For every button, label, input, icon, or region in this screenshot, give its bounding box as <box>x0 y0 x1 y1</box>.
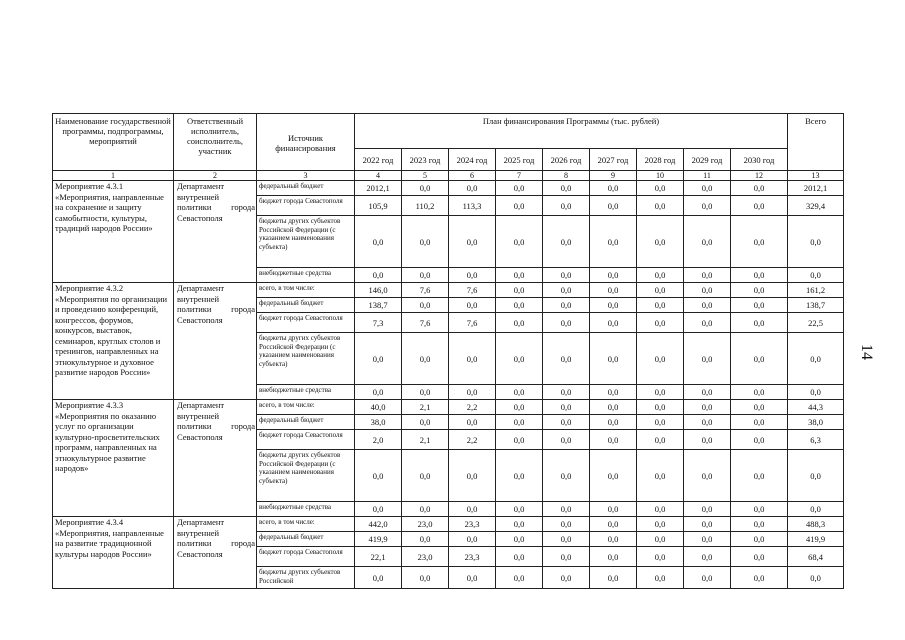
amount-cell: 0,0 <box>402 268 449 283</box>
funding-source: бюджеты других субъектов Российской Федерации (с указанием наименования субъекта) <box>257 450 355 502</box>
amount-cell: 0,0 <box>684 298 731 313</box>
amount-cell: 0,0 <box>684 283 731 298</box>
amount-cell: 0,0 <box>402 567 449 589</box>
funding-source: бюджеты других субъектов Российской Федерации (с указанием наименования субъекта) <box>257 333 355 385</box>
column-number: 9 <box>590 171 637 181</box>
amount-cell: 0,0 <box>731 567 788 589</box>
funding-source: бюджет города Севастополя <box>257 430 355 450</box>
year-header: 2023 год <box>402 149 449 171</box>
amount-cell: 0,0 <box>543 283 590 298</box>
amount-cell: 0,0 <box>731 333 788 385</box>
measure-name: Мероприятие 4.3.2 «Мероприятия по организации и проведению конференций, конгрессов, форумов, конкурсов, выставок, семинаров, круглых столов и тренингов, направленных на этнокультурное и духовное развитие народов России» <box>53 283 174 400</box>
table-row <box>53 517 844 532</box>
amount-cell: 0,0 <box>449 502 496 517</box>
total-cell: 2012,1 <box>788 181 844 196</box>
amount-cell: 0,0 <box>402 450 449 502</box>
funding-source: внебюджетные средства <box>257 502 355 517</box>
year-header: 2024 год <box>449 149 496 171</box>
amount-cell: 0,0 <box>496 196 543 216</box>
amount-cell: 0,0 <box>731 430 788 450</box>
column-number: 7 <box>496 171 543 181</box>
amount-cell: 0,0 <box>402 181 449 196</box>
header-executor: Ответственный исполнитель, соисполнитель, участник <box>174 114 257 171</box>
funding-source: внебюджетные средства <box>257 385 355 400</box>
amount-cell: 0,0 <box>731 532 788 547</box>
funding-source: бюджеты других субъектов Российской Федерации (с указанием наименования субъекта) <box>257 216 355 268</box>
amount-cell: 0,0 <box>684 313 731 333</box>
header-total: Всего <box>788 114 844 171</box>
amount-cell: 0,0 <box>496 567 543 589</box>
amount-cell: 0,0 <box>637 216 684 268</box>
amount-cell: 0,0 <box>684 430 731 450</box>
amount-cell: 0,0 <box>496 415 543 430</box>
amount-cell: 0,0 <box>402 298 449 313</box>
column-number: 8 <box>543 171 590 181</box>
amount-cell: 0,0 <box>543 298 590 313</box>
funding-source: бюджеты других субъектов Российской <box>257 567 355 589</box>
amount-cell: 7,6 <box>449 283 496 298</box>
funding-source: бюджет города Севастополя <box>257 196 355 216</box>
year-header: 2029 год <box>684 149 731 171</box>
amount-cell: 0,0 <box>637 547 684 567</box>
amount-cell: 0,0 <box>355 268 402 283</box>
amount-cell: 0,0 <box>684 517 731 532</box>
total-cell: 0,0 <box>788 502 844 517</box>
total-cell: 0,0 <box>788 216 844 268</box>
amount-cell: 0,0 <box>684 196 731 216</box>
funding-source: всего, в том числе: <box>257 283 355 298</box>
amount-cell: 2,2 <box>449 400 496 415</box>
amount-cell: 0,0 <box>637 181 684 196</box>
amount-cell: 2,1 <box>402 400 449 415</box>
amount-cell: 0,0 <box>449 216 496 268</box>
amount-cell: 0,0 <box>543 547 590 567</box>
amount-cell: 0,0 <box>684 502 731 517</box>
column-number: 3 <box>257 171 355 181</box>
funding-source: бюджет города Севастополя <box>257 547 355 567</box>
amount-cell: 0,0 <box>731 313 788 333</box>
amount-cell: 0,0 <box>684 400 731 415</box>
amount-cell: 138,7 <box>355 298 402 313</box>
amount-cell: 0,0 <box>684 532 731 547</box>
amount-cell: 0,0 <box>590 450 637 502</box>
amount-cell: 0,0 <box>402 415 449 430</box>
header-name: Наименование государственной программы, подпрограммы, мероприятий <box>53 114 174 171</box>
amount-cell: 0,0 <box>637 517 684 532</box>
amount-cell: 0,0 <box>496 400 543 415</box>
total-cell: 0,0 <box>788 268 844 283</box>
amount-cell: 23,0 <box>402 517 449 532</box>
amount-cell: 0,0 <box>637 298 684 313</box>
amount-cell: 0,0 <box>449 181 496 196</box>
amount-cell: 0,0 <box>684 216 731 268</box>
amount-cell: 0,0 <box>731 181 788 196</box>
total-cell: 68,4 <box>788 547 844 567</box>
amount-cell: 0,0 <box>637 313 684 333</box>
funding-source: федеральный бюджет <box>257 532 355 547</box>
amount-cell: 23,3 <box>449 547 496 567</box>
total-cell: 161,2 <box>788 283 844 298</box>
amount-cell: 2,2 <box>449 430 496 450</box>
amount-cell: 7,6 <box>402 313 449 333</box>
amount-cell: 0,0 <box>590 400 637 415</box>
amount-cell: 7,3 <box>355 313 402 333</box>
amount-cell: 0,0 <box>590 502 637 517</box>
amount-cell: 0,0 <box>590 333 637 385</box>
year-header: 2027 год <box>590 149 637 171</box>
amount-cell: 0,0 <box>731 298 788 313</box>
amount-cell: 0,0 <box>543 333 590 385</box>
amount-cell: 442,0 <box>355 517 402 532</box>
amount-cell: 2,0 <box>355 430 402 450</box>
total-cell: 0,0 <box>788 567 844 589</box>
year-header: 2025 год <box>496 149 543 171</box>
amount-cell: 0,0 <box>637 567 684 589</box>
amount-cell: 22,1 <box>355 547 402 567</box>
amount-cell: 0,0 <box>731 502 788 517</box>
amount-cell: 0,0 <box>637 283 684 298</box>
amount-cell: 0,0 <box>684 450 731 502</box>
measure-executor: Департамент внутренней политики города Севастополя <box>174 517 257 589</box>
amount-cell: 0,0 <box>731 547 788 567</box>
amount-cell: 0,0 <box>543 400 590 415</box>
amount-cell: 0,0 <box>496 450 543 502</box>
column-number: 6 <box>449 171 496 181</box>
measure-name: Мероприятие 4.3.4 «Мероприятия, направленные на развитие традиционной культуры народов России» <box>53 517 174 589</box>
amount-cell: 0,0 <box>496 517 543 532</box>
amount-cell: 0,0 <box>637 430 684 450</box>
column-number: 5 <box>402 171 449 181</box>
amount-cell: 0,0 <box>355 333 402 385</box>
amount-cell: 40,0 <box>355 400 402 415</box>
column-number: 13 <box>788 171 844 181</box>
header-source: Источник финансирования <box>257 114 355 171</box>
total-cell: 38,0 <box>788 415 844 430</box>
amount-cell: 7,6 <box>402 283 449 298</box>
funding-source: всего, в том числе: <box>257 400 355 415</box>
amount-cell: 0,0 <box>731 415 788 430</box>
column-number: 10 <box>637 171 684 181</box>
amount-cell: 0,0 <box>590 216 637 268</box>
amount-cell: 23,3 <box>449 517 496 532</box>
amount-cell: 110,2 <box>402 196 449 216</box>
amount-cell: 0,0 <box>637 333 684 385</box>
year-header: 2022 год <box>355 149 402 171</box>
amount-cell: 0,0 <box>731 450 788 502</box>
amount-cell: 0,0 <box>590 283 637 298</box>
amount-cell: 0,0 <box>543 532 590 547</box>
financing-table <box>52 113 844 589</box>
amount-cell: 0,0 <box>496 298 543 313</box>
amount-cell: 0,0 <box>496 283 543 298</box>
amount-cell: 0,0 <box>684 415 731 430</box>
total-cell: 419,9 <box>788 532 844 547</box>
total-cell: 0,0 <box>788 450 844 502</box>
measure-executor: Департамент внутренней политики города Севастополя <box>174 181 257 283</box>
amount-cell: 0,0 <box>590 430 637 450</box>
amount-cell: 113,3 <box>449 196 496 216</box>
amount-cell: 0,0 <box>684 547 731 567</box>
measure-name: Мероприятие 4.3.3 «Мероприятия по оказанию услуг по организации культурно-просветительских программ, направленных на этнокультурное развитие народов» <box>53 400 174 517</box>
amount-cell: 0,0 <box>496 333 543 385</box>
amount-cell: 0,0 <box>355 502 402 517</box>
amount-cell: 0,0 <box>402 216 449 268</box>
year-header: 2028 год <box>637 149 684 171</box>
year-header: 2026 год <box>543 149 590 171</box>
amount-cell: 0,0 <box>449 268 496 283</box>
amount-cell: 0,0 <box>637 268 684 283</box>
amount-cell: 0,0 <box>684 268 731 283</box>
amount-cell: 0,0 <box>684 181 731 196</box>
amount-cell: 0,0 <box>543 196 590 216</box>
amount-cell: 0,0 <box>496 502 543 517</box>
amount-cell: 0,0 <box>496 313 543 333</box>
year-header: 2030 год <box>731 149 788 171</box>
amount-cell: 0,0 <box>402 333 449 385</box>
amount-cell: 0,0 <box>449 333 496 385</box>
amount-cell: 0,0 <box>449 567 496 589</box>
total-cell: 0,0 <box>788 385 844 400</box>
amount-cell: 0,0 <box>637 415 684 430</box>
amount-cell: 0,0 <box>449 415 496 430</box>
amount-cell: 7,6 <box>449 313 496 333</box>
column-number: 11 <box>684 171 731 181</box>
funding-source: всего, в том числе: <box>257 517 355 532</box>
total-cell: 44,3 <box>788 400 844 415</box>
amount-cell: 0,0 <box>355 567 402 589</box>
amount-cell: 0,0 <box>637 532 684 547</box>
funding-source: федеральный бюджет <box>257 181 355 196</box>
amount-cell: 0,0 <box>543 216 590 268</box>
amount-cell: 0,0 <box>731 216 788 268</box>
amount-cell: 0,0 <box>449 298 496 313</box>
column-number: 2 <box>174 171 257 181</box>
total-cell: 0,0 <box>788 333 844 385</box>
amount-cell: 0,0 <box>731 268 788 283</box>
measure-executor: Департамент внутренней политики города Севастополя <box>174 283 257 400</box>
amount-cell: 0,0 <box>590 547 637 567</box>
amount-cell: 0,0 <box>590 268 637 283</box>
amount-cell: 0,0 <box>496 430 543 450</box>
total-cell: 6,3 <box>788 430 844 450</box>
amount-cell: 2,1 <box>402 430 449 450</box>
amount-cell: 0,0 <box>590 181 637 196</box>
total-cell: 22,5 <box>788 313 844 333</box>
amount-cell: 0,0 <box>731 400 788 415</box>
amount-cell: 0,0 <box>496 268 543 283</box>
total-cell: 138,7 <box>788 298 844 313</box>
amount-cell: 0,0 <box>590 532 637 547</box>
amount-cell: 0,0 <box>496 547 543 567</box>
amount-cell: 0,0 <box>731 196 788 216</box>
amount-cell: 0,0 <box>496 181 543 196</box>
amount-cell: 0,0 <box>543 430 590 450</box>
amount-cell: 0,0 <box>496 216 543 268</box>
funding-source: внебюджетные средства <box>257 268 355 283</box>
amount-cell: 0,0 <box>496 532 543 547</box>
table-row <box>53 283 844 298</box>
amount-cell: 0,0 <box>637 196 684 216</box>
amount-cell: 0,0 <box>637 400 684 415</box>
amount-cell: 0,0 <box>543 313 590 333</box>
amount-cell: 0,0 <box>590 196 637 216</box>
amount-cell: 0,0 <box>637 502 684 517</box>
amount-cell: 0,0 <box>684 385 731 400</box>
total-cell: 488,3 <box>788 517 844 532</box>
amount-cell: 0,0 <box>449 385 496 400</box>
amount-cell: 0,0 <box>731 283 788 298</box>
amount-cell: 0,0 <box>543 181 590 196</box>
amount-cell: 23,0 <box>402 547 449 567</box>
amount-cell: 0,0 <box>355 385 402 400</box>
measure-name: Мероприятие 4.3.1 «Мероприятия, направленные на сохранение и защиту самобытности, культуры, традиций народов России» <box>53 181 174 283</box>
column-number: 4 <box>355 171 402 181</box>
amount-cell: 0,0 <box>355 450 402 502</box>
table-row <box>53 400 844 415</box>
amount-cell: 0,0 <box>543 517 590 532</box>
amount-cell: 0,0 <box>590 385 637 400</box>
amount-cell: 0,0 <box>355 216 402 268</box>
amount-cell: 0,0 <box>590 517 637 532</box>
table-row <box>53 181 844 196</box>
header-plan: План финансирования Программы (тыс. рублей) <box>355 114 788 149</box>
amount-cell: 105,9 <box>355 196 402 216</box>
amount-cell: 2012,1 <box>355 181 402 196</box>
amount-cell: 0,0 <box>543 415 590 430</box>
amount-cell: 0,0 <box>684 333 731 385</box>
amount-cell: 0,0 <box>449 532 496 547</box>
amount-cell: 0,0 <box>731 517 788 532</box>
amount-cell: 0,0 <box>543 385 590 400</box>
funding-source: бюджет города Севастополя <box>257 313 355 333</box>
amount-cell: 0,0 <box>402 502 449 517</box>
amount-cell: 0,0 <box>590 313 637 333</box>
column-number: 1 <box>53 171 174 181</box>
amount-cell: 0,0 <box>637 450 684 502</box>
amount-cell: 38,0 <box>355 415 402 430</box>
amount-cell: 0,0 <box>590 415 637 430</box>
column-number: 12 <box>731 171 788 181</box>
amount-cell: 0,0 <box>543 567 590 589</box>
amount-cell: 0,0 <box>543 450 590 502</box>
amount-cell: 0,0 <box>449 450 496 502</box>
amount-cell: 0,0 <box>543 502 590 517</box>
total-cell: 329,4 <box>788 196 844 216</box>
amount-cell: 0,0 <box>402 385 449 400</box>
amount-cell: 0,0 <box>590 298 637 313</box>
amount-cell: 0,0 <box>543 268 590 283</box>
page-number: 14 <box>858 344 875 360</box>
funding-source: федеральный бюджет <box>257 298 355 313</box>
amount-cell: 0,0 <box>590 567 637 589</box>
amount-cell: 0,0 <box>731 385 788 400</box>
amount-cell: 0,0 <box>684 567 731 589</box>
amount-cell: 0,0 <box>496 385 543 400</box>
amount-cell: 146,0 <box>355 283 402 298</box>
amount-cell: 0,0 <box>402 532 449 547</box>
measure-executor: Департамент внутренней политики города Севастополя <box>174 400 257 517</box>
amount-cell: 0,0 <box>637 385 684 400</box>
amount-cell: 419,9 <box>355 532 402 547</box>
funding-source: федеральный бюджет <box>257 415 355 430</box>
